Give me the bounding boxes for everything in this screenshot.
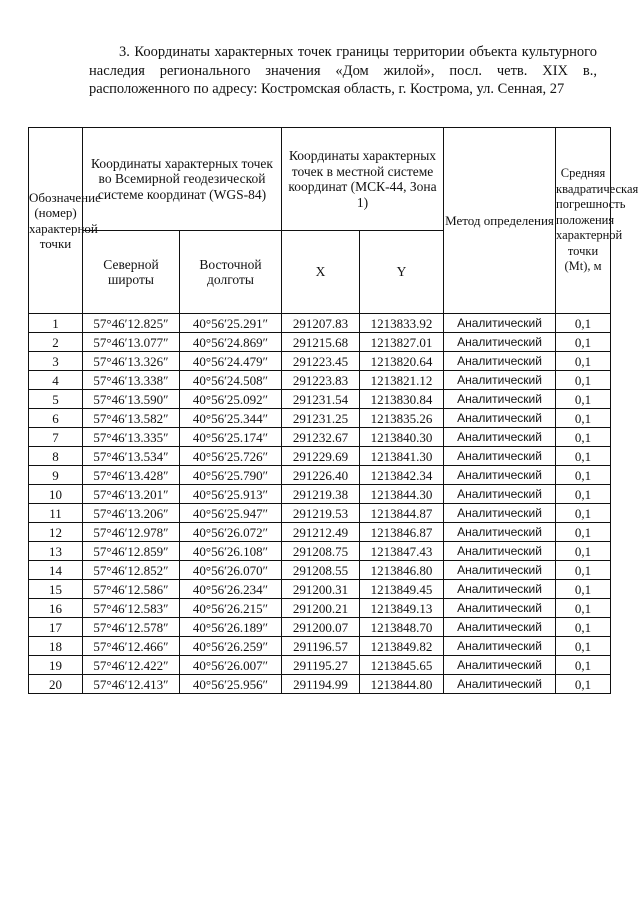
cell-method: Аналитический — [444, 447, 556, 466]
cell-mean-error: 0,1 — [556, 371, 611, 390]
cell-method: Аналитический — [444, 352, 556, 371]
cell-x: 291200.07 — [282, 618, 360, 637]
cell-latitude: 57°46′13.428″ — [83, 466, 180, 485]
cell-x: 291223.45 — [282, 352, 360, 371]
cell-y: 1213849.45 — [360, 580, 444, 599]
cell-mean-error: 0,1 — [556, 428, 611, 447]
cell-method: Аналитический — [444, 523, 556, 542]
table-row — [29, 504, 611, 523]
table-row — [29, 523, 611, 542]
cell-point-number: 17 — [29, 618, 83, 637]
cell-y: 1213849.82 — [360, 637, 444, 656]
cell-method: Аналитический — [444, 599, 556, 618]
table-row — [29, 447, 611, 466]
table-row — [29, 371, 611, 390]
cell-point-number: 12 — [29, 523, 83, 542]
header-mean-error: Средняя квадратическая погрешность положения характерной точки (Mt), м — [556, 128, 611, 314]
cell-mean-error: 0,1 — [556, 333, 611, 352]
header-wgs84-coordinates: Координаты характерных точек во Всемирной геодезической системе координат (WGS-84) — [83, 128, 282, 231]
cell-method: Аналитический — [444, 542, 556, 561]
header-point-number: Обозначение (номер) характерной точки — [29, 128, 83, 314]
cell-longitude: 40°56′25.344″ — [180, 409, 282, 428]
cell-latitude: 57°46′12.466″ — [83, 637, 180, 656]
cell-y: 1213844.30 — [360, 485, 444, 504]
cell-y: 1213821.12 — [360, 371, 444, 390]
cell-y: 1213846.80 — [360, 561, 444, 580]
cell-method: Аналитический — [444, 561, 556, 580]
cell-point-number: 1 — [29, 314, 83, 333]
cell-method: Аналитический — [444, 637, 556, 656]
cell-latitude: 57°46′12.978″ — [83, 523, 180, 542]
table-row — [29, 352, 611, 371]
cell-latitude: 57°46′12.578″ — [83, 618, 180, 637]
cell-x: 291194.99 — [282, 675, 360, 694]
cell-point-number: 8 — [29, 447, 83, 466]
cell-y: 1213827.01 — [360, 333, 444, 352]
cell-y: 1213840.30 — [360, 428, 444, 447]
cell-method: Аналитический — [444, 580, 556, 599]
cell-mean-error: 0,1 — [556, 352, 611, 371]
cell-method: Аналитический — [444, 504, 556, 523]
cell-latitude: 57°46′12.859″ — [83, 542, 180, 561]
cell-longitude: 40°56′26.007″ — [180, 656, 282, 675]
cell-longitude: 40°56′25.174″ — [180, 428, 282, 447]
cell-point-number: 7 — [29, 428, 83, 447]
cell-latitude: 57°46′13.335″ — [83, 428, 180, 447]
cell-mean-error: 0,1 — [556, 637, 611, 656]
cell-latitude: 57°46′12.852″ — [83, 561, 180, 580]
cell-x: 291231.25 — [282, 409, 360, 428]
cell-longitude: 40°56′26.234″ — [180, 580, 282, 599]
cell-x: 291212.49 — [282, 523, 360, 542]
cell-method: Аналитический — [444, 466, 556, 485]
table-row — [29, 542, 611, 561]
cell-longitude: 40°56′26.108″ — [180, 542, 282, 561]
cell-x: 291226.40 — [282, 466, 360, 485]
table-row — [29, 428, 611, 447]
table-row — [29, 333, 611, 352]
cell-y: 1213835.26 — [360, 409, 444, 428]
cell-mean-error: 0,1 — [556, 599, 611, 618]
cell-latitude: 57°46′12.586″ — [83, 580, 180, 599]
cell-mean-error: 0,1 — [556, 466, 611, 485]
cell-longitude: 40°56′26.215″ — [180, 599, 282, 618]
section-heading — [89, 43, 597, 99]
cell-method: Аналитический — [444, 485, 556, 504]
cell-longitude: 40°56′24.869″ — [180, 333, 282, 352]
cell-point-number: 20 — [29, 675, 83, 694]
section-heading-text: 3. Координаты характерных точек границы территории объекта культурного наследия регионального значения «Дом жилой», посл. четв. XIX в., расположенного по адресу: Костромская область, г. Кострома, ул. Сенная, 27 — [89, 44, 597, 97]
cell-longitude: 40°56′25.790″ — [180, 466, 282, 485]
cell-point-number: 3 — [29, 352, 83, 371]
header-latitude: Северной широты — [83, 231, 180, 314]
cell-point-number: 19 — [29, 656, 83, 675]
cell-longitude: 40°56′25.092″ — [180, 390, 282, 409]
cell-latitude: 57°46′12.825″ — [83, 314, 180, 333]
cell-x: 291207.83 — [282, 314, 360, 333]
header-local-coordinates: Координаты характерных точек в местной системе координат (МСК-44, Зона 1) — [282, 128, 444, 231]
table-row — [29, 580, 611, 599]
cell-mean-error: 0,1 — [556, 314, 611, 333]
cell-point-number: 2 — [29, 333, 83, 352]
table-row — [29, 314, 611, 333]
cell-mean-error: 0,1 — [556, 523, 611, 542]
coordinates-table — [28, 127, 639, 694]
table-row — [29, 656, 611, 675]
cell-x: 291196.57 — [282, 637, 360, 656]
cell-point-number: 5 — [29, 390, 83, 409]
cell-mean-error: 0,1 — [556, 561, 611, 580]
table-row — [29, 485, 611, 504]
cell-point-number: 18 — [29, 637, 83, 656]
cell-latitude: 57°46′12.583″ — [83, 599, 180, 618]
cell-latitude: 57°46′13.338″ — [83, 371, 180, 390]
table-row — [29, 675, 611, 694]
table-row — [29, 561, 611, 580]
cell-method: Аналитический — [444, 618, 556, 637]
cell-point-number: 4 — [29, 371, 83, 390]
cell-longitude: 40°56′26.070″ — [180, 561, 282, 580]
cell-longitude: 40°56′26.072″ — [180, 523, 282, 542]
cell-method: Аналитический — [444, 390, 556, 409]
table-row — [29, 409, 611, 428]
cell-mean-error: 0,1 — [556, 675, 611, 694]
cell-method: Аналитический — [444, 314, 556, 333]
cell-x: 291229.69 — [282, 447, 360, 466]
cell-method: Аналитический — [444, 656, 556, 675]
table-row — [29, 390, 611, 409]
cell-longitude: 40°56′25.913″ — [180, 485, 282, 504]
cell-mean-error: 0,1 — [556, 504, 611, 523]
cell-y: 1213833.92 — [360, 314, 444, 333]
cell-method: Аналитический — [444, 675, 556, 694]
header-longitude: Восточной долготы — [180, 231, 282, 314]
cell-latitude: 57°46′13.201″ — [83, 485, 180, 504]
cell-longitude: 40°56′24.479″ — [180, 352, 282, 371]
cell-y: 1213844.80 — [360, 675, 444, 694]
cell-mean-error: 0,1 — [556, 656, 611, 675]
cell-longitude: 40°56′25.947″ — [180, 504, 282, 523]
cell-x: 291208.55 — [282, 561, 360, 580]
cell-x: 291195.27 — [282, 656, 360, 675]
cell-latitude: 57°46′13.534″ — [83, 447, 180, 466]
cell-latitude: 57°46′13.077″ — [83, 333, 180, 352]
cell-x: 291231.54 — [282, 390, 360, 409]
cell-x: 291219.38 — [282, 485, 360, 504]
table-row — [29, 618, 611, 637]
cell-mean-error: 0,1 — [556, 580, 611, 599]
cell-mean-error: 0,1 — [556, 409, 611, 428]
cell-x: 291232.67 — [282, 428, 360, 447]
cell-method: Аналитический — [444, 371, 556, 390]
cell-y: 1213845.65 — [360, 656, 444, 675]
cell-y: 1213820.64 — [360, 352, 444, 371]
cell-y: 1213842.34 — [360, 466, 444, 485]
cell-mean-error: 0,1 — [556, 447, 611, 466]
table-row — [29, 599, 611, 618]
cell-method: Аналитический — [444, 409, 556, 428]
cell-longitude: 40°56′24.508″ — [180, 371, 282, 390]
header-method: Метод определения — [444, 128, 556, 314]
cell-point-number: 11 — [29, 504, 83, 523]
cell-point-number: 10 — [29, 485, 83, 504]
cell-y: 1213847.43 — [360, 542, 444, 561]
cell-x: 291208.75 — [282, 542, 360, 561]
coordinates-table-body — [29, 314, 611, 694]
cell-latitude: 57°46′13.326″ — [83, 352, 180, 371]
header-y: Y — [360, 231, 444, 314]
cell-x: 291223.83 — [282, 371, 360, 390]
cell-latitude: 57°46′12.413″ — [83, 675, 180, 694]
cell-latitude: 57°46′13.590″ — [83, 390, 180, 409]
cell-longitude: 40°56′25.726″ — [180, 447, 282, 466]
cell-x: 291200.31 — [282, 580, 360, 599]
cell-mean-error: 0,1 — [556, 390, 611, 409]
cell-method: Аналитический — [444, 333, 556, 352]
cell-x: 291200.21 — [282, 599, 360, 618]
cell-point-number: 14 — [29, 561, 83, 580]
cell-longitude: 40°56′26.259″ — [180, 637, 282, 656]
cell-y: 1213844.87 — [360, 504, 444, 523]
cell-longitude: 40°56′26.189″ — [180, 618, 282, 637]
cell-mean-error: 0,1 — [556, 485, 611, 504]
cell-longitude: 40°56′25.291″ — [180, 314, 282, 333]
cell-point-number: 15 — [29, 580, 83, 599]
header-x: X — [282, 231, 360, 314]
table-row — [29, 637, 611, 656]
cell-latitude: 57°46′13.206″ — [83, 504, 180, 523]
cell-mean-error: 0,1 — [556, 542, 611, 561]
cell-y: 1213848.70 — [360, 618, 444, 637]
cell-point-number: 16 — [29, 599, 83, 618]
cell-mean-error: 0,1 — [556, 618, 611, 637]
cell-y: 1213846.87 — [360, 523, 444, 542]
cell-x: 291215.68 — [282, 333, 360, 352]
cell-y: 1213849.13 — [360, 599, 444, 618]
cell-y: 1213841.30 — [360, 447, 444, 466]
cell-longitude: 40°56′25.956″ — [180, 675, 282, 694]
cell-point-number: 6 — [29, 409, 83, 428]
cell-method: Аналитический — [444, 428, 556, 447]
cell-point-number: 13 — [29, 542, 83, 561]
cell-x: 291219.53 — [282, 504, 360, 523]
cell-latitude: 57°46′12.422″ — [83, 656, 180, 675]
cell-y: 1213830.84 — [360, 390, 444, 409]
cell-point-number: 9 — [29, 466, 83, 485]
cell-latitude: 57°46′13.582″ — [83, 409, 180, 428]
table-row — [29, 466, 611, 485]
